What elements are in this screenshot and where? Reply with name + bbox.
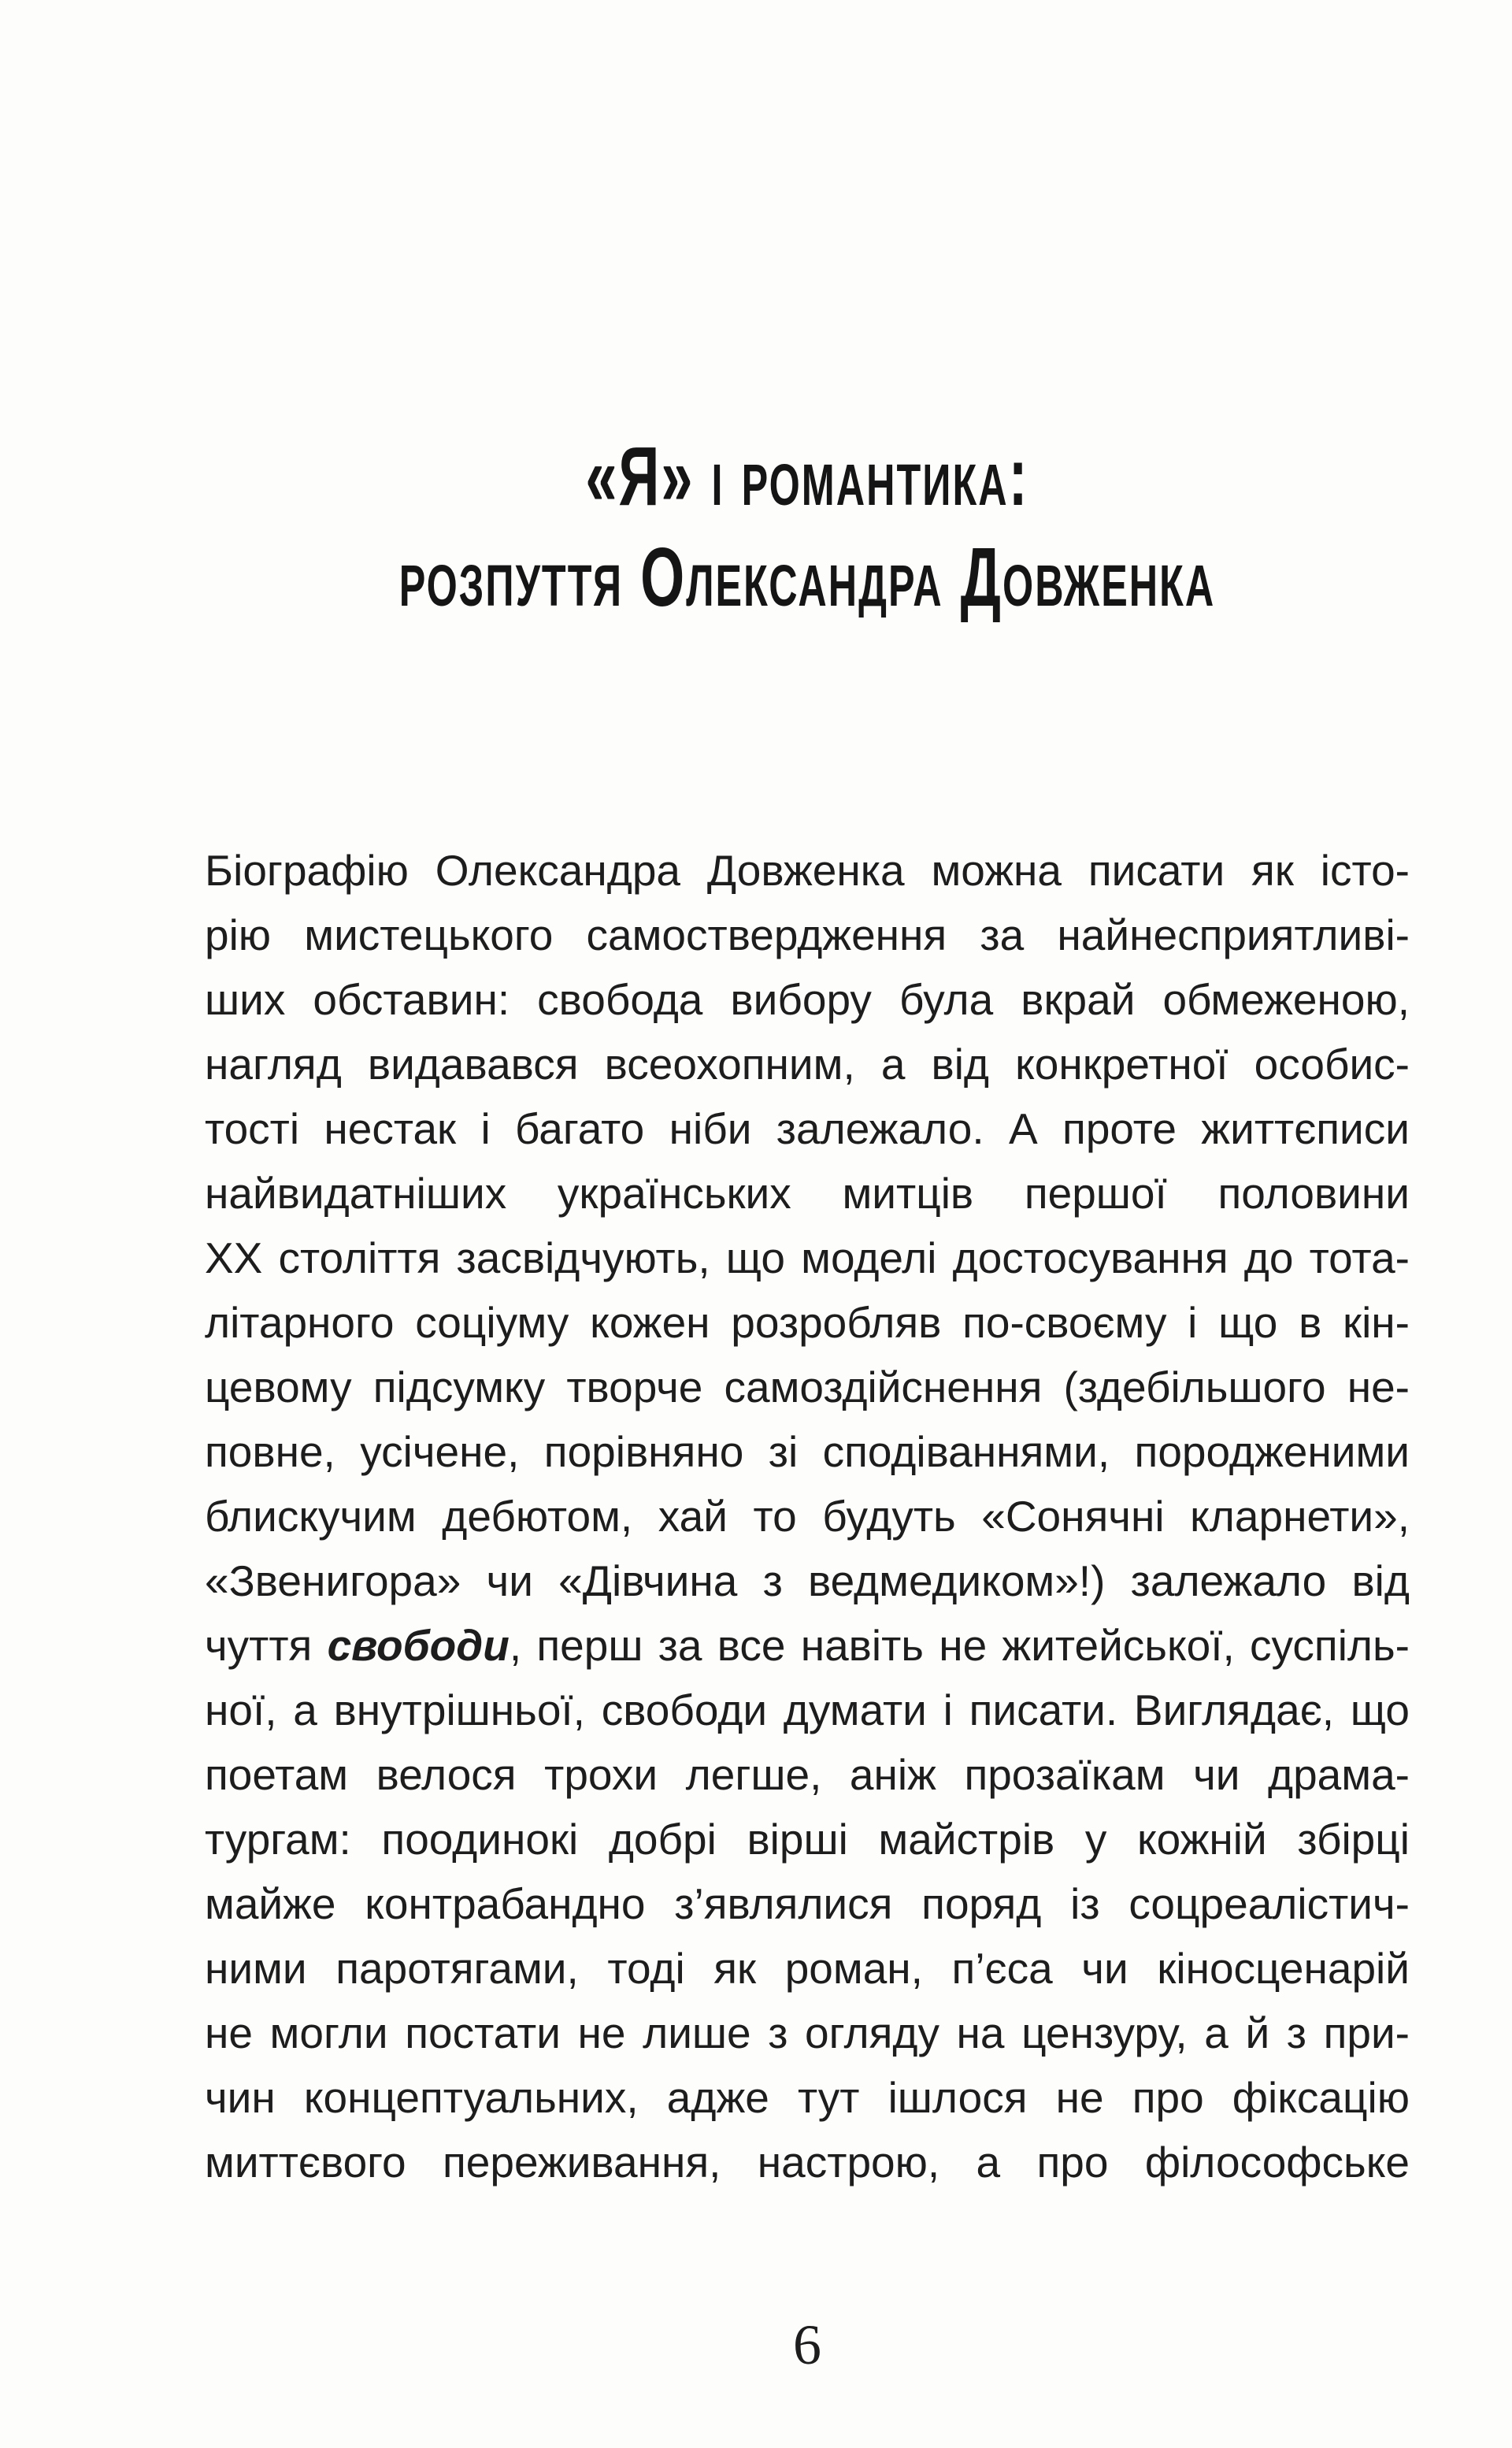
text-run: повне, усічене, порівняно зі сподіваннями, породженими (205, 1427, 1410, 1476)
text-line (205, 1613, 1410, 1678)
text-run: літарного соціуму кожен розробляв по-своєму і що в кін- (205, 1298, 1410, 1347)
text-run: «Звенигора» чи «Дівчина з ведмедиком»!) залежало від (205, 1556, 1410, 1605)
text-line (205, 1290, 1410, 1355)
text-run: ної, а внутрішньої, свободи думати і писати. Виглядає, що (205, 1686, 1410, 1734)
text-run: найвидатніших українських митців першої половини (205, 1169, 1410, 1218)
text-run: миттєвого переживання, настрою, а про філософське (205, 2138, 1410, 2187)
page-number: 6 (793, 2313, 821, 2376)
text-line (205, 1484, 1410, 1549)
text-line (205, 1096, 1410, 1161)
text-line (205, 2065, 1410, 2130)
text-line (205, 838, 1410, 903)
text-run: блискучим дебютом, хай то будуть «Сонячні кларнети», (205, 1492, 1410, 1541)
text-line (205, 1355, 1410, 1419)
text-line (205, 2130, 1410, 2194)
text-line (205, 1807, 1410, 1871)
text-run: тості нестак і багато ніби залежало. А проте життєписи (205, 1104, 1410, 1153)
text-run: чуття (205, 1621, 328, 1670)
text-line (205, 2001, 1410, 2065)
text-line (205, 1549, 1410, 1613)
text-line (205, 967, 1410, 1032)
text-run: чин концептуальних, адже тут ішлося не про фіксацію (205, 2073, 1410, 2122)
text-line (205, 1419, 1410, 1484)
text-line (205, 1678, 1410, 1742)
text-line (205, 903, 1410, 967)
text-line (205, 1161, 1410, 1226)
text-run: ними паротягами, тоді як роман, п’єса чи кіносценарій (205, 1944, 1410, 1993)
text-run: майже контрабандно з’являлися поряд із соцреалістич- (205, 1879, 1410, 1928)
text-run: ших обставин: свобода вибору була вкрай обмеженою, (205, 975, 1410, 1024)
text-line (205, 1742, 1410, 1807)
text-run: , перш за все навіть не житейської, суспіль- (509, 1621, 1410, 1670)
text-run: нагляд видавався всеохопним, а від конкретної особис- (205, 1040, 1410, 1089)
chapter-title (205, 426, 1410, 628)
text-run: ХХ століття засвідчують, що моделі достосування до тота- (205, 1233, 1410, 1282)
text-line (205, 1032, 1410, 1096)
text-line (205, 1226, 1410, 1290)
chapter-title-line-1: «Я» і романтика: (585, 430, 1029, 523)
text-run: поетам велося трохи легше, аніж прозаїкам чи драма- (205, 1750, 1410, 1799)
text-run: тургам: поодинокі добрі вірші майстрів у кожній збірці (205, 1815, 1410, 1864)
paragraph (205, 838, 1410, 2194)
emphasized-word: свободи (327, 1621, 510, 1670)
chapter-title-line-2: розпуття Олександра Довженка (398, 531, 1216, 624)
text-run: не могли постати не лише з огляду на цензуру, а й з при- (205, 2008, 1410, 2057)
text-line (205, 1871, 1410, 1936)
text-run: рію мистецького самоствердження за найнесприятливі- (205, 911, 1410, 959)
text-run: цевому підсумку творче самоздійснення (здебільшого не- (205, 1363, 1410, 1411)
text-run: Біографію Олександра Довженка можна писати як істо- (205, 846, 1410, 895)
text-line (205, 1936, 1410, 2001)
